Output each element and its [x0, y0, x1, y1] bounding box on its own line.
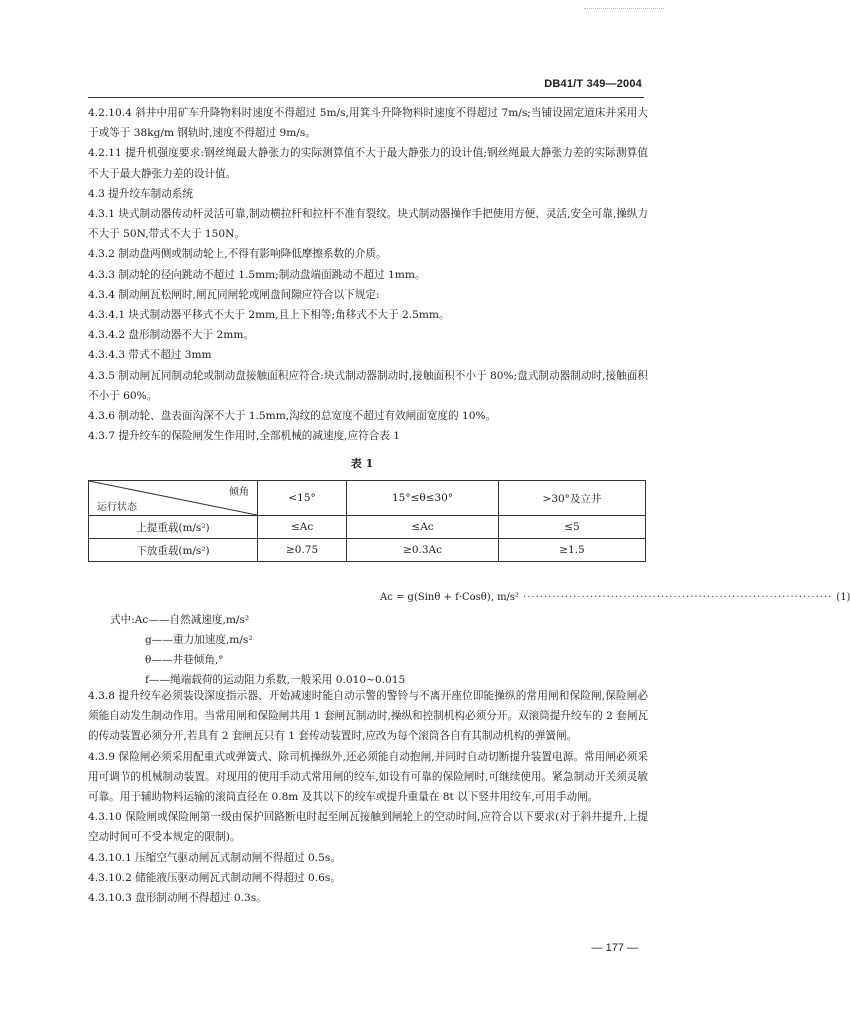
- paragraph-4-3-10: 4.3.10 保险闸或保险闸第一级由保护回路断电时起至闸瓦接触到闸轮上的空动时间,应符合以下要求(对于斜井提升,上提空动时间可不受本规定的限制)。: [88, 811, 648, 844]
- paragraph-4-3-4-2: 4.3.4.2 盘形制动器不大于 2mm。: [88, 329, 254, 342]
- legend-item: f——绳端载荷的运动阻力系数,一般采用 0.010~0.015: [145, 674, 406, 686]
- table-row: [89, 539, 646, 562]
- paragraph-4-3-10-1: 4.3.10.1 压缩空气驱动闸瓦式制动闸不得超过 0.5s。: [88, 851, 341, 864]
- paragraph-4-3-4-3: 4.3.4.3 带式不超过 3mm: [88, 349, 212, 362]
- formula-expression: Ac = g(Sinθ + f·Cosθ), m/s²: [380, 592, 520, 603]
- paragraph-4-3-9: 4.3.9 保险闸必须采用配重式或弹簧式、除司机操纵外,还必须能自动抱闸,并同时自动切断提升装置电源。常用闸必须采用可调节的机械制动装置。对现用的使用手动式常用闸的绞车,如设有可靠的保险闸时,可继续使用。紧急制动开关须灵敏可靠。用于辅助物料运输的滚筒直径在 0.8m 及其以下的绞车或提升重量在 8t 以下竖井用绞车,可用手动闸。: [88, 750, 648, 804]
- paragraph-4-3-4: 4.3.4 制动闸瓦松闸时,闸瓦同闸轮或闸盘间隙应符合以下规定:: [88, 288, 380, 301]
- column-header: 15°≤θ≤30°: [347, 481, 499, 516]
- column-header: <15°: [258, 481, 347, 516]
- paragraph-4-3-2: 4.3.2 制动盘两侧或制动轮上,不得有影响降低摩擦系数的介质。: [88, 248, 387, 261]
- row-label: 上提重载(m/s²): [89, 516, 258, 539]
- legend-item: g——重力加速度,m/s²: [145, 634, 253, 646]
- formula-number: (1): [836, 592, 850, 603]
- paragraph-4-3-8: 4.3.8 提升绞车必须装设深度指示器、开始减速时能自动示警的警铃与不离开座位即能操纵的常用闸和保险闸,保险闸必须能自动发生制动作用。当常用闸和保险闸共用 1 套闸瓦制动时,操纵和控制机构必须分开。双滚筒提升绞车的 2 套闸瓦的传动装置必须分开,若具有 2 套闸瓦只有 1 套传动装置时,应改为每个滚筒各自有其制动机构的弹簧闸。: [88, 690, 649, 743]
- formula-leader-dots: ··········································································: [523, 592, 833, 603]
- table-cell: ≥0.3Ac: [347, 539, 499, 562]
- paragraph-4-3-5: 4.3.5 制动闸瓦同制动轮或制动盘接触面积应符合:块式制动器制动时,接触面积不小于 80%;盘式制动器制动时,接触面积不小于 60%。: [88, 369, 648, 402]
- paragraph-4-3-7: 4.3.7 提升绞车的保险闸发生作用时,全部机械的减速度,应符合表 1: [88, 430, 401, 443]
- corner-label-state: 运行状态: [97, 502, 137, 513]
- page-number: — 177 —: [591, 942, 638, 954]
- section-heading-4-3: 4.3 提升绞车制动系统: [88, 187, 193, 200]
- legend-item: θ——井巷倾角,°: [145, 654, 224, 666]
- corner-label-angle: 倾角: [229, 487, 249, 498]
- header-rule: [88, 97, 644, 98]
- paragraph-4-3-3: 4.3.3 制动轮的径向跳动不超过 1.5mm;制动盘端面跳动不超过 1mm。: [88, 268, 426, 281]
- paragraph-4-3-4-1: 4.3.4.1 块式制动器平移式不大于 2mm,且上下相等;角移式不大于 2.5mm。: [88, 309, 450, 322]
- table-row: [89, 516, 646, 539]
- paragraph-4-3-10-3: 4.3.10.3 盘形制动闸不得超过 0.3s。: [88, 892, 267, 905]
- table-cell: ≤5: [498, 516, 645, 539]
- paragraph-4-3-6: 4.3.6 制动轮、盘表面沟深不大于 1.5mm,沟纹的总宽度不超过有效闸面宽度的 10%。: [88, 410, 497, 423]
- body-text-bottom: [88, 686, 648, 908]
- deceleration-table: [88, 480, 646, 562]
- table-cell: ≥1.5: [498, 539, 645, 562]
- scan-edge-mark: [584, 8, 664, 9]
- body-text-top: [88, 103, 648, 446]
- formula-legend: [110, 610, 405, 690]
- table-corner-cell: [89, 481, 258, 516]
- formula-line: [380, 592, 850, 603]
- paragraph-4-2-10-4: 4.2.10.4 斜井中用矿车升降物料时速度不得超过 5m/s,用箕斗升降物料时速度不得超过 7m/s;当铺设固定道床并采用大于或等于 38kg/m 钢轨时,速度不得超过 9m/s。: [88, 107, 648, 140]
- standard-code: DB41/T 349—2004: [544, 78, 642, 90]
- table-header-row: [89, 481, 646, 516]
- legend-item: 式中:Ac——自然减速度,m/s²: [110, 614, 250, 626]
- table-cell: ≥0.75: [258, 539, 347, 562]
- paragraph-4-3-10-2: 4.3.10.2 储能液压驱动闸瓦式制动闸不得超过 0.6s。: [88, 871, 341, 884]
- table-cell: ≤Ac: [347, 516, 499, 539]
- paragraph-4-2-11: 4.2.11 提升机强度要求:钢丝绳最大静张力的实际测算值不大于最大静张力的设计值;钢丝绳最大静张力差的实际测算值不大于最大静张力差的设计值。: [88, 147, 648, 180]
- paragraph-4-3-1: 4.3.1 块式制动器传动杆灵活可靠,制动横拉杆和拉杆不准有裂纹。块式制动器操作手把使用方便、灵活,安全可靠,操纵力不大于 50N,带式不大于 150N。: [88, 208, 648, 241]
- table-caption: 表 1: [350, 457, 374, 470]
- table-cell: ≤Ac: [258, 516, 347, 539]
- row-label: 下放重载(m/s²): [89, 539, 258, 562]
- column-header: >30°及立井: [498, 481, 645, 516]
